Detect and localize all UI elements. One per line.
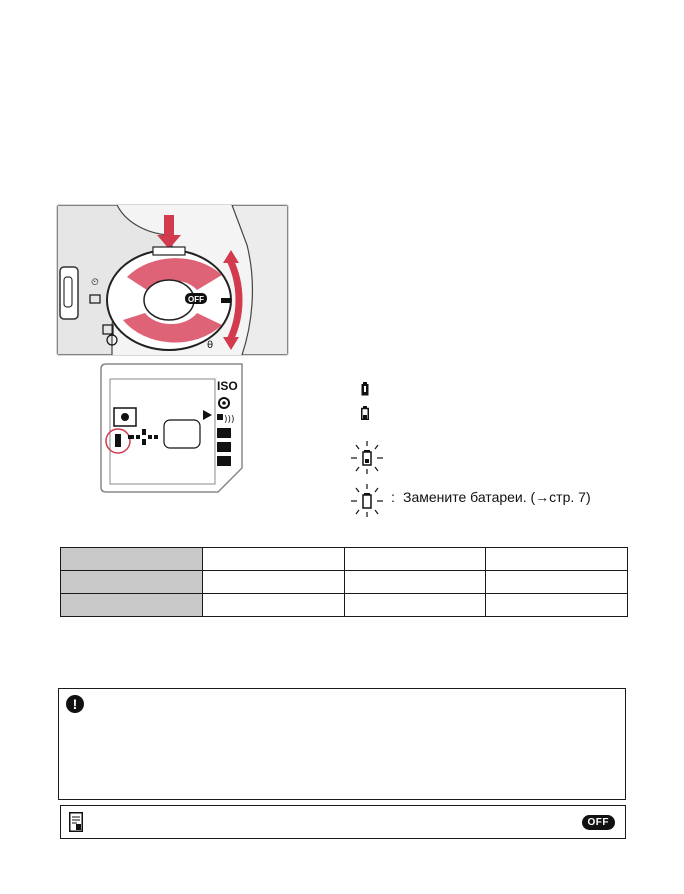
- svg-text:OFF: OFF: [188, 295, 204, 304]
- table-cell: [486, 594, 628, 617]
- table-cell: [203, 594, 345, 617]
- off-badge: OFF: [582, 815, 616, 830]
- caution-box: [58, 688, 626, 800]
- svg-text:))): ))): [224, 415, 235, 425]
- camera-dial-drawing: [57, 205, 288, 355]
- camera-dial-illustration: [56, 204, 289, 356]
- table-cell: [61, 548, 203, 571]
- table-row: [61, 548, 628, 571]
- lcd-panel-illustration: [100, 363, 248, 493]
- table-cell: [61, 594, 203, 617]
- battery-low-icon: [361, 406, 369, 420]
- table-cell: [203, 571, 345, 594]
- caution-icon: !: [66, 695, 84, 713]
- table-cell: [486, 571, 628, 594]
- note-icon: [69, 812, 83, 832]
- battery-blinking-low-icon: [349, 439, 385, 475]
- table-cell: [486, 548, 628, 571]
- lcd-panel-drawing: [100, 363, 248, 493]
- svg-text:θ: θ: [207, 340, 214, 351]
- legend-replace-batteries-text: Замените батареи. (→стр. 7): [403, 489, 591, 505]
- table-cell: [61, 571, 203, 594]
- note-box: [60, 805, 626, 839]
- table-cell: [344, 548, 486, 571]
- table-cell: [203, 548, 345, 571]
- svg-text:⏲: ⏲: [91, 277, 99, 288]
- table-cell: [344, 571, 486, 594]
- table-cell: [344, 594, 486, 617]
- battery-full-icon: [361, 382, 369, 396]
- iso-label: ISO: [217, 379, 238, 393]
- battery-blinking-empty-icon: [349, 482, 385, 518]
- table-row: [61, 571, 628, 594]
- table-row: [61, 594, 628, 617]
- battery-life-table: [60, 547, 628, 617]
- legend-separator: :: [391, 489, 395, 505]
